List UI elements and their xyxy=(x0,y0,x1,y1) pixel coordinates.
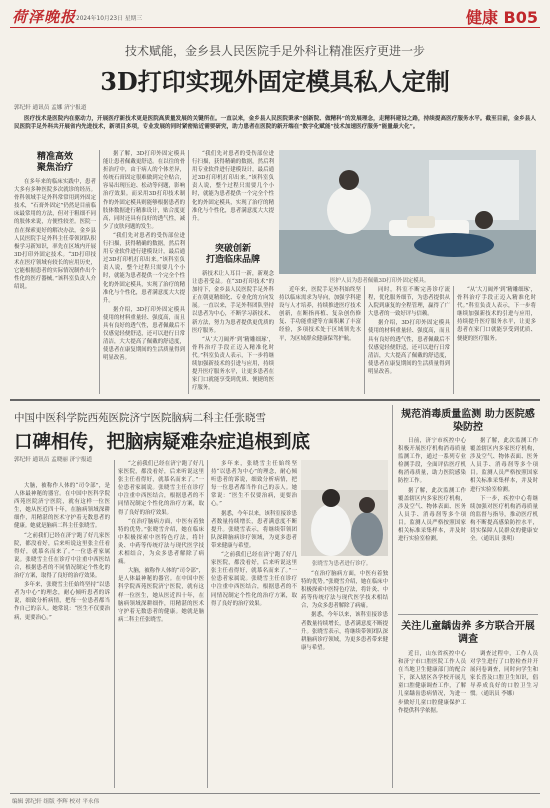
paragraph: 大脑，被称作人体的“司令部”，是人体最神秘的器官。在中国中医科学院西苑医院济宁医院，就有这样一位医生，她从医近四十年，在脑病领域深耕细作，用精湛的医术守护着无数患者的健康。她就是脑病二科主任张晓雪。 xyxy=(14,483,110,530)
story1-col2 xyxy=(103,150,185,393)
paragraph: 日前，济宁市疾控中心积极开展医疗机构消毒质量监测工作，通过一系列专业检测手段，全面评估医疗机构消毒质量，助力医院感染防控工作。 xyxy=(398,438,466,485)
story2-title: 口碑相传，把脑病疑难杂症追根到底 xyxy=(14,432,311,453)
paragraph: 大脑，被称作人体的“司令部”，是人体最神秘的器官。在中国中医科学院西苑医院济宁医院，就有这样一位医生，她从医近四十年，在脑病领域深耕细作，用精湛的医术守护着无数患者的健康。她就是脑病二科主任张晓雪。 xyxy=(118,568,204,623)
story1-col3 xyxy=(192,150,274,240)
story2-col1 xyxy=(14,482,110,788)
page-number: B05 xyxy=(503,8,538,27)
paragraph: “在治疗脑病方面，中医有着独特的优势。”张晓雪介绍，她在临床中积极探索中医特色疗法，将针灸、中药等传统疗法与现代医学技术相结合，为众多患者解除了病痛。 xyxy=(301,571,388,610)
story3-col1 xyxy=(398,437,466,607)
divider xyxy=(392,405,393,788)
divider xyxy=(188,150,189,394)
story1-lead: 医疗技术是医院内在驱动力，开展医疗新技术更是医院高质量发展的关键所在。一直以来，金乡县人民医院秉承“创新院、做精科”的发展理念，走精科建设之路，持续提高医疗服务水平。截至目前，金乡县人民医院手足外科共开展省内先进技术，新项目多项，专业发展的同时紧密贴近需要研究，助力患者在医院的新开端在“数字化赋能”技术加速医疗服务“能量最大化”。 xyxy=(14,116,536,131)
story1-col6 xyxy=(457,286,536,393)
paragraph: 据了解，此次监测工作覆盖辖区内多家医疗机构，涉及空气、物体表面、医务人员手、消毒剂等多个项目。监测人员严格按照国家相关标准采集样本，并及时进行实验室检测。 xyxy=(398,487,466,543)
story2-photo xyxy=(301,460,388,556)
divider xyxy=(364,286,365,394)
paragraph: 在多年来的临床实践中，患者大多有多种医院多次就诊的经历。骨科领域手足外科常常用到外固定技术，“石膏外固定”仍然是目前临床最常用的方法，但对于粗细不同的肢体来说，方便性较差。医院一直在探索更好的解决办法，金乡县人民医院手足外科主任带领团队积极学习新知识，率先在区域内开展3D打印外固定技术。“3D打印技术在医疗领域有较长的应用历史，它能根据患者的实际情况制作出个性化的医疗器械。”该科室负责人介绍说。 xyxy=(14,179,96,291)
paragraph: “我们先对患者的受伤部位进行扫描，获得精确的数据，然后利用专业软件进行建模设计，最后通过3D打印机打印出来。”该科室负责人说，整个过程只需要几个小时，就能为患者提供一个完全个性化的外固定模具，实现了治疗的精准化与个性化，患者满意度大大提升。 xyxy=(192,151,274,222)
story2-photo-caption: 张晓雪为患者进行诊疗。 xyxy=(312,561,372,567)
paragraph: 新技术让人耳目一新，新观念让患者受益。在“3D打印技术”的加持下，金乡县人民医院手足外科正在朝更精细化、专业化的方向发展。一直以来，手足外科团队坚持以患者为中心，不断学习新技术、新方法，努力为患者提供更优质的医疗服务。 xyxy=(192,271,274,334)
subhead-line: 打造临床品牌 xyxy=(205,255,260,265)
story4-col2 xyxy=(470,650,538,788)
doctor-patient-illustration xyxy=(301,460,388,556)
paragraph: “之前我们已经在济宁跑了好几家医院，都没看好，后来听说这里张主任看得好，就慕名而来了。”一位患者家属说。张晓雪主任在诊疗中注重中西医结合，根据患者的不同情况制定个性化的治疗方案，取得了良好的治疗效果。 xyxy=(14,532,110,580)
subhead-line: 精准高效 xyxy=(36,152,73,162)
story1-col4 xyxy=(279,286,361,393)
paragraph: 据悉，今年以来，该科室接诊患者数量持续增长，患者满意度不断提升。张晓雪表示，将继续带领团队深耕脑病诊疗领域，为更多患者带来健康与希望。 xyxy=(211,510,297,549)
section-separator xyxy=(10,399,540,401)
divider xyxy=(99,150,100,394)
story1-photo-caption: 医护人员为患者佩戴3D打印外固定模具。 xyxy=(330,278,430,284)
paragraph: 多年来，张晓雪主任始终坚持“以患者为中心”的理念，耐心倾听患者的诉说，细致分析病情，把每一位患者都当作自己的亲人。她常说：“医生不仅要治病，更要治心。” xyxy=(211,461,297,508)
story1-byline: 郭纪轩 通讯员 孟娜 济宁报道 xyxy=(14,105,87,111)
newspaper-logo: 荷泽晚报 xyxy=(12,8,77,26)
paragraph: 据了解，此次监测工作覆盖辖区内多家医疗机构，涉及空气、物体表面、医务人员手、消毒剂等多个项目。监测人员严格按照国家相关标准采集样本，并及时进行实验室检测。 xyxy=(470,438,538,493)
page-title: 健康 xyxy=(465,8,498,27)
paragraph: 据了解，3D打印外固定模具能让患者佩戴更舒适。在以往的骨折治疗中，由于病人的个体差异，传统石膏固定很难做到完全贴合，容易出现压迫、松动等问题，影响治疗效果。而采用3D打印技术制作的外固定模具则能够根据患者的肢体数据进行精准设计，贴合度更高，同时还具有良好的透气性，减少了皮肤问题的发生。 xyxy=(103,151,185,230)
story3-col2 xyxy=(470,437,538,607)
story1-subhead-1 xyxy=(14,152,96,174)
paragraph: 近日，山东省疾控中心和济宁市口腔医院工作人员在当地卫生健康部门的配合下，深入辖区各学校开展儿童口腔健康调查工作，了解儿童龋齿患病情况，为进一步做好儿童口腔健康保护工作提供科学依据。 xyxy=(398,651,466,714)
story1-col3-b xyxy=(192,270,274,393)
story1-title: 3D打印实现外固定模具私人定制 xyxy=(100,67,450,96)
paragraph: “在治疗脑病方面，中医有着独特的优势。”张晓雪介绍，她在临床中积极探索中医特色疗法，将针灸、中药等传统疗法与现代医学技术相结合，为众多患者解除了病痛。 xyxy=(118,518,204,566)
paragraph: “之前我们已经在济宁跑了好几家医院，都没看好，后来听说这里张主任看得好，就慕名而来了。”一位患者家属说。张晓雪主任在诊疗中注重中西医结合，根据患者的不同情况制定个性化的治疗方案，取得了良好的治疗效果。 xyxy=(211,552,297,607)
paragraph: 近年来，医院手足外科始终坚持以临床需求为导向，加强学科建设与人才培养，持续推进医疗技术创新，在断指再植、复杂创伤修复、手功能重建等方面积累了丰富经验，多项技术处于区域领先水平，为区域群众健康保驾护航。 xyxy=(279,287,361,342)
story2-col3 xyxy=(211,460,297,788)
footer-rule xyxy=(10,793,540,794)
story1-subhead-2 xyxy=(192,244,274,266)
paragraph: 据介绍，3D打印外固定模具使用的材料重量轻、强度高，而且具有良好的透气性，患者佩戴后不仅感觉轻便舒适，还可以进行日常清洁，大大提高了佩戴的舒适度，使患者在康复期间的生活质量得到明显改善。 xyxy=(368,320,450,375)
story1-kicker: 技术赋能，金乡县人民医院手足外科让精准医疗更进一步 xyxy=(124,44,425,58)
paragraph: “从‘大刀阔斧’到‘精雕细琢’，骨科治疗手段正迈入精准化时代。”科室负责人表示，下一步将继续加强新技术的引进与应用，持续提升医疗服务水平，让更多患者在家门口就能享受到优质、便捷的医疗服务。 xyxy=(192,336,274,392)
divider xyxy=(398,614,538,615)
story4-title: 关注儿童龋齿养 多方联合开展调查 xyxy=(401,621,535,645)
paragraph: 同时，科室不断完善诊疗流程，优化服务细节，为患者提供从入院到康复的全程管理，赢得了广大患者的一致好评与信赖。 xyxy=(368,287,450,318)
hospital-scene-illustration xyxy=(279,150,536,274)
divider xyxy=(114,460,115,788)
story2-kicker: 中国中医科学院西苑医院济宁医院脑病二科主任张晓雪 xyxy=(14,412,266,424)
subhead-line: 突破创新 xyxy=(214,244,251,254)
story2-col2 xyxy=(118,460,204,788)
subhead-line: 聚焦治疗 xyxy=(36,163,73,173)
story1-photo xyxy=(279,150,536,274)
divider xyxy=(453,286,454,394)
story3-title: 规范消毒质量监测 助力医院感染防控 xyxy=(401,409,535,433)
story2-col4 xyxy=(301,570,388,788)
issue-date: 2024年10月23日 星期三 xyxy=(76,16,143,22)
paragraph: “我们先对患者的受伤部位进行扫描，获得精确的数据，然后利用专业软件进行建模设计，最后通过3D打印机打印出来。”该科室负责人说，整个过程只需要几个小时，就能为患者提供一个完全个性化的外固定模具，实现了治疗的精准化与个性化，患者满意度大大提升。 xyxy=(103,232,185,304)
paragraph: 下一步，疾控中心将继续加强对医疗机构消毒质量的监督与指导，推动医疗机构不断提高感染防控水平，切实保障人民群众的健康安全。（通讯员 张明） xyxy=(470,495,538,543)
story1-col5 xyxy=(368,286,450,393)
masthead-rule xyxy=(10,27,540,28)
footer-credits: 编辑 郭纪轩 组版 李辉 校对 平永伟 xyxy=(12,799,100,805)
paragraph: 多年来，张晓雪主任始终坚持“以患者为中心”的理念，耐心倾听患者的诉说，细致分析病情，把每一位患者都当作自己的亲人。她常说：“医生不仅要治病，更要治心。” xyxy=(14,582,110,621)
paragraph: 据介绍，3D打印外固定模具使用的材料重量轻、强度高，而且具有良好的透气性，患者佩戴后不仅感觉轻便舒适，还可以进行日常清洁，大大提高了佩戴的舒适度，使患者在康复期间的生活质量得到明显改善。 xyxy=(103,306,185,362)
divider xyxy=(207,460,208,788)
paragraph: 据悉，今年以来，该科室接诊患者数量持续增长，患者满意度不断提升。张晓雪表示，将继续带领团队深耕脑病诊疗领域，为更多患者带来健康与希望。 xyxy=(301,612,388,651)
section-title xyxy=(466,5,538,28)
paragraph: 调查过程中，工作人员对学生进行了口腔检查并开展问卷调查，同时向学生和家长普及口腔卫生知识，倡导养成良好的口腔卫生习惯。（通讯员 李娜） xyxy=(470,651,538,698)
story2-byline: 郭纪轩 通讯员 孟晓丽 济宁报道 xyxy=(14,457,93,463)
story4-col1 xyxy=(398,650,466,788)
paragraph: “从‘大刀阔斧’到‘精雕细琢’，骨科治疗手段正迈入精准化时代。”科室负责人表示，下一步将继续加强新技术的引进与应用，持续提升医疗服务水平，让更多患者在家门口就能享受到优质、便捷的医疗服务。 xyxy=(457,287,536,342)
story1-col1 xyxy=(14,178,96,393)
paragraph: “之前我们已经在济宁跑了好几家医院，都没看好，后来听说这里张主任看得好，就慕名而来了。”一位患者家属说。张晓雪主任在诊疗中注重中西医结合，根据患者的不同情况制定个性化的治疗方案，取得了良好的治疗效果。 xyxy=(118,461,204,516)
